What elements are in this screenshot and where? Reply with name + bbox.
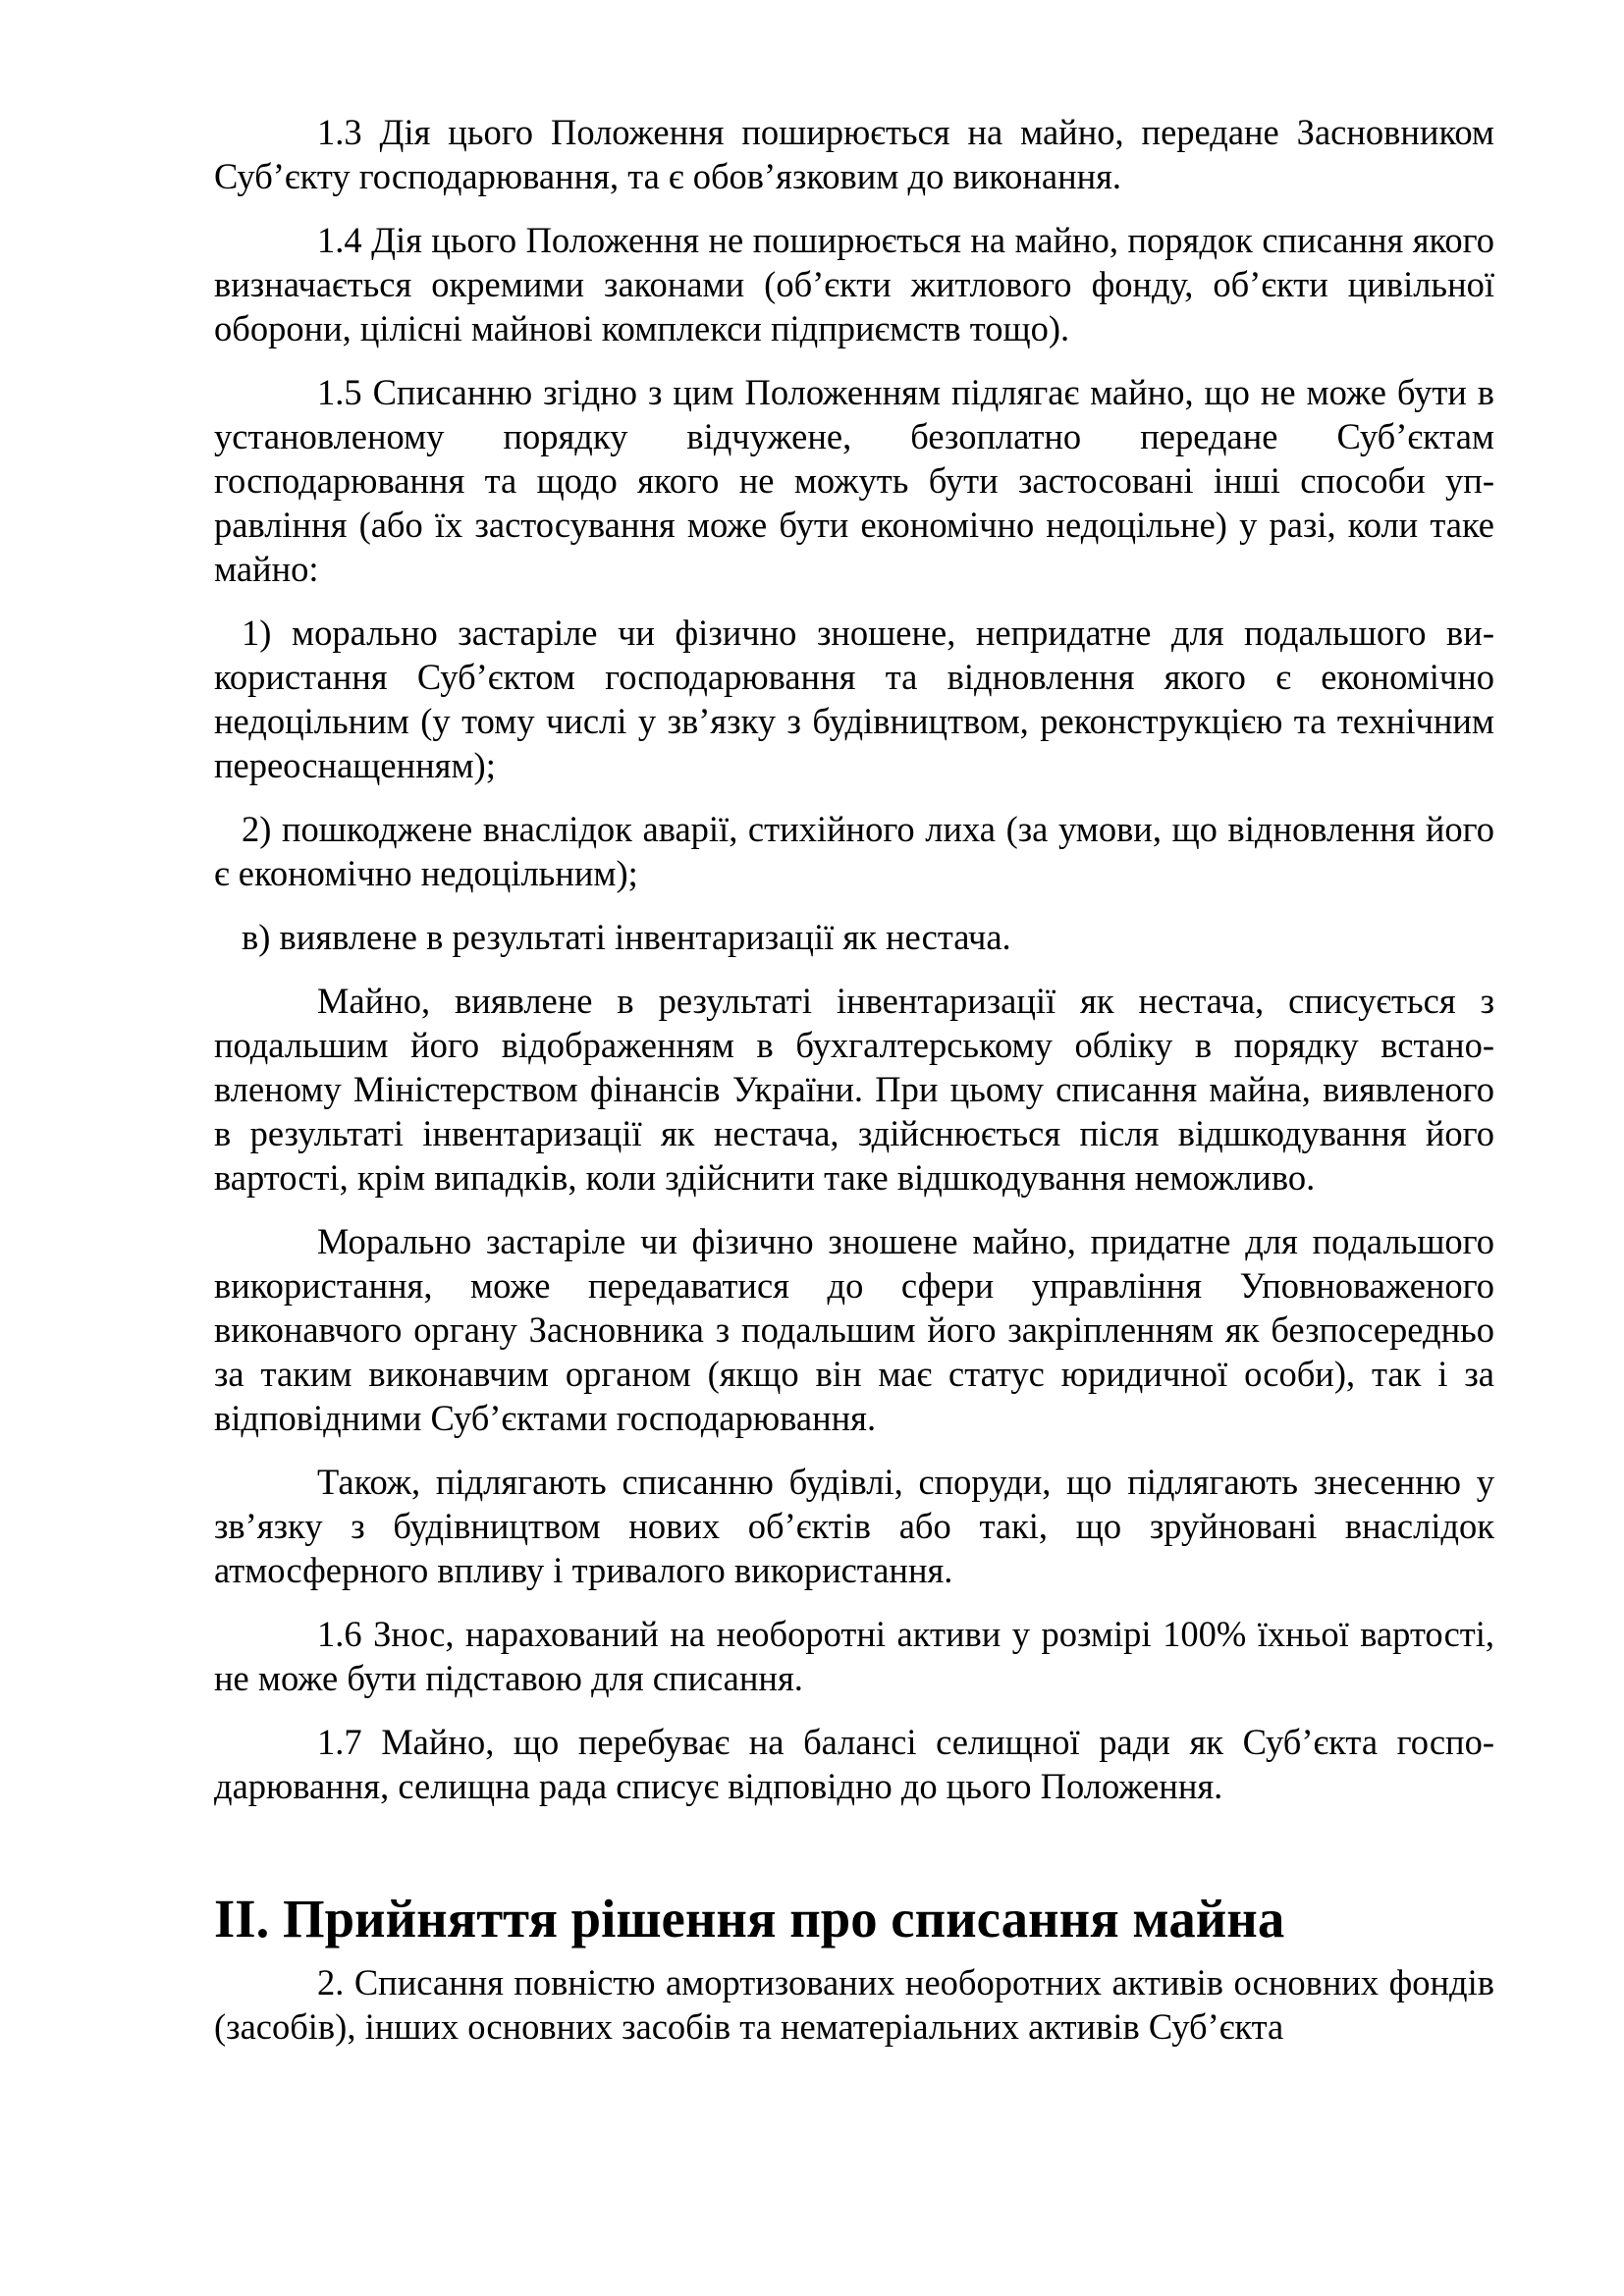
paragraph-1-3: 1.3 Дія цього Положення поширюється на майно, передане Засновником Суб’єкту господарювання, та є обов’язковим до виконання. (214, 112, 1494, 196)
paragraph-1-7: 1.7 Майно, що перебуває на балансі селищної ради як Суб’єкта господарювання, селищна рада списує відповідно до цього Положення. (214, 1722, 1494, 1806)
list-item-c: в) виявлене в результаті інвентаризації як нестача. (242, 917, 1011, 957)
paragraph-2: 2. Списання повністю амортизованих необоротних активів основних фондів (засобів), інших основних засобів та нематеріальних активів Суб’єкта (214, 1962, 1494, 2047)
paragraph-buildings: Також, підлягають списанню будівлі, споруди, що підлягають знесенню у зв’язку з будівництвом нових об’єктів або такі, що зруйновані внаслідок атмосферного впливу і тривалого використання. (214, 1462, 1494, 1590)
paragraph-1-5: 1.5 Списанню згідно з цим Положенням підлягає майно, що не може бути в установленому порядку відчужене, безоплатно передане Суб’єктам господарювання та щодо якого не можуть бути застосовані інші способи управління (або їх застосування може бути економічно недоцільне) у разі, коли таке майно: (214, 372, 1494, 589)
paragraph-shortage: Майно, виявлене в результаті інвентаризації як нестача, списується з подальшим його відображенням в бухгалтерському обліку в порядку встановленому Міністерством фінансів України. При цьому списання майна, виявленого в результаті інвентаризації як нестача, здійснюється після відшкодування його вартості, крім випадків, коли здійснити таке відшкодування неможливо. (214, 981, 1494, 1198)
paragraph-1-6: 1.6 Знос, нарахований на необоротні активи у розмірі 100% їхньої вартості, не може бути підставою для списання. (214, 1614, 1494, 1698)
list-item-2: 2) пошкоджене внаслідок аварії, стихійного лиха (за умови, що відновлення його є економічно недоцільним); (214, 809, 1494, 893)
paragraph-1-4: 1.4 Дія цього Положення не поширюється на майно, порядок списання якого визначається окремими законами (об’єкти житлового фонду, об’єкти цивільної оборони, цілісні майнові комплекси підприємств тощо). (214, 220, 1494, 348)
document-page (214, 110, 1494, 2068)
paragraph-obsolete-property: Морально застаріле чи фізично зношене майно, придатне для подальшого використання, може передаватися до сфери управління Уповноваженого виконавчого органу Засновника з подальшим його закріпленням як безпосередньо за таким виконавчим органом (якщо він має статус юридичної особи), так і за відповідними Суб’єктами господарювання. (214, 1221, 1494, 1438)
section-heading: ІІ. Прийняття рішення про списання майна (214, 1889, 1285, 1949)
list-item-1: 1) морально застаріле чи фізично зношене, непридатне для подальшого використання Суб’єктом господарювання та відновлення якого є економічно недоцільним (у тому числі у зв’язку з будівництвом, реконструкцією та технічним переоснащенням); (214, 613, 1494, 785)
